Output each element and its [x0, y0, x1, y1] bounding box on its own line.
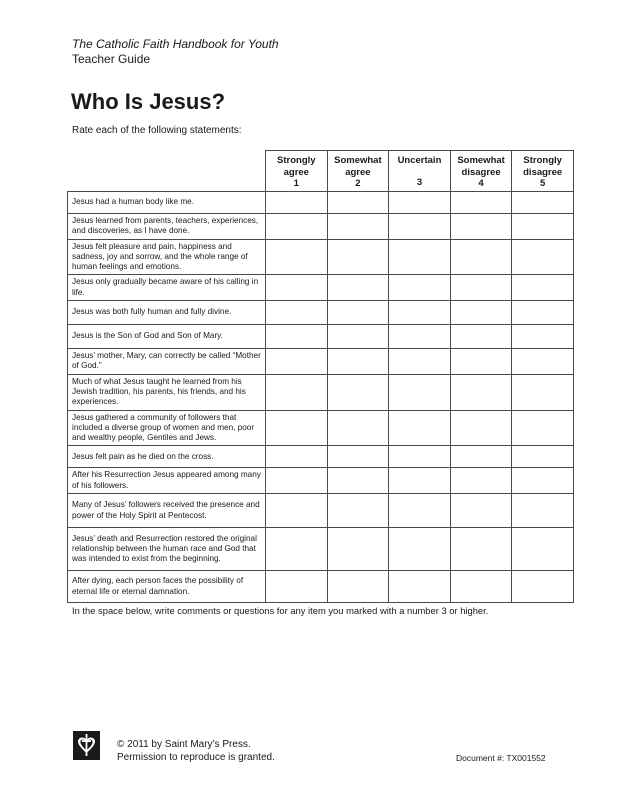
rating-cell[interactable] [266, 275, 328, 301]
rating-cell[interactable] [512, 214, 574, 240]
statement-text: Jesus learned from parents, teachers, experiences, and discoveries, as I have done. [68, 214, 266, 240]
statement-row [68, 494, 574, 528]
statement-row [68, 325, 574, 349]
scale-label: Uncertain [397, 155, 442, 166]
rating-cell[interactable] [450, 349, 512, 375]
rating-cell[interactable] [389, 468, 451, 494]
statement-row [68, 410, 574, 446]
rating-cell[interactable] [266, 571, 328, 603]
rating-cell[interactable] [266, 410, 328, 446]
rating-cell[interactable] [327, 468, 389, 494]
rating-cell[interactable] [266, 446, 328, 468]
rating-cell[interactable] [389, 410, 451, 446]
rating-cell[interactable] [450, 325, 512, 349]
scale-label: agree [345, 166, 371, 178]
rating-cell[interactable] [389, 571, 451, 603]
book-title: The Catholic Faith Handbook for Youth [72, 37, 279, 51]
rating-cell[interactable] [450, 571, 512, 603]
rating-cell[interactable] [450, 446, 512, 468]
scale-header-uncertain [389, 151, 451, 192]
scale-header-somewhat-agree [327, 151, 389, 192]
statement-rows [68, 192, 574, 603]
rating-cell[interactable] [512, 374, 574, 410]
scale-number: 4 [478, 178, 484, 189]
rating-table [67, 150, 574, 603]
rating-cell[interactable] [389, 494, 451, 528]
rating-cell[interactable] [266, 214, 328, 240]
instruction-text: Rate each of the following statements: [72, 125, 242, 136]
statement-row [68, 571, 574, 603]
rating-cell[interactable] [327, 349, 389, 375]
rating-cell[interactable] [512, 446, 574, 468]
rating-cell[interactable] [512, 239, 574, 275]
header-corner-cell [68, 151, 266, 192]
permission-text: Permission to reproduce is granted. [117, 752, 275, 763]
rating-cell[interactable] [450, 374, 512, 410]
rating-cell[interactable] [327, 214, 389, 240]
statement-row [68, 239, 574, 275]
rating-cell[interactable] [327, 571, 389, 603]
rating-cell[interactable] [266, 349, 328, 375]
statement-row [68, 214, 574, 240]
saint-marys-press-logo-icon [73, 731, 100, 760]
rating-cell[interactable] [327, 301, 389, 325]
rating-cell[interactable] [389, 446, 451, 468]
rating-cell[interactable] [327, 275, 389, 301]
statement-text: After dying, each person faces the possibility of eternal life or eternal damnation. [68, 571, 266, 603]
statement-row [68, 349, 574, 375]
rating-cell[interactable] [266, 528, 328, 571]
scale-label: Strongly [277, 155, 316, 166]
rating-cell[interactable] [266, 374, 328, 410]
rating-cell[interactable] [512, 192, 574, 214]
comment-prompt: In the space below, write comments or questions for any item you marked with a number 3 or higher. [72, 605, 489, 616]
rating-cell[interactable] [327, 374, 389, 410]
rating-cell[interactable] [450, 528, 512, 571]
page-title: Who Is Jesus? [71, 89, 226, 114]
rating-cell[interactable] [512, 275, 574, 301]
statement-row [68, 374, 574, 410]
statement-text: Many of Jesus’ followers received the presence and power of the Holy Spirit at Pentecost. [68, 494, 266, 528]
rating-cell[interactable] [450, 301, 512, 325]
copyright-text: © 2011 by Saint Mary’s Press. [117, 739, 251, 750]
rating-cell[interactable] [266, 325, 328, 349]
statement-text: Jesus felt pain as he died on the cross. [68, 446, 266, 468]
scale-number: 2 [355, 178, 361, 189]
statement-text: Jesus was both fully human and fully divine. [68, 301, 266, 325]
rating-cell[interactable] [450, 214, 512, 240]
scale-header-strongly-disagree [512, 151, 574, 192]
rating-cell[interactable] [389, 214, 451, 240]
scale-label: Somewhat [457, 155, 505, 166]
footer-copyright-block [117, 738, 275, 764]
rating-cell[interactable] [512, 528, 574, 571]
statement-row [68, 468, 574, 494]
statement-text: Jesus only gradually became aware of his calling in life. [68, 275, 266, 301]
rating-cell[interactable] [450, 239, 512, 275]
rating-cell[interactable] [512, 301, 574, 325]
rating-cell[interactable] [512, 571, 574, 603]
rating-cell[interactable] [389, 301, 451, 325]
scale-number: 5 [540, 178, 546, 189]
statement-row [68, 528, 574, 571]
rating-cell[interactable] [389, 192, 451, 214]
rating-cell[interactable] [450, 275, 512, 301]
statement-row [68, 275, 574, 301]
statement-text: Jesus’ mother, Mary, can correctly be called “Mother of God.” [68, 349, 266, 375]
rating-cell[interactable] [266, 301, 328, 325]
rating-cell[interactable] [266, 192, 328, 214]
statement-text: Jesus gathered a community of followers that included a diverse group of women and men, poor and wealthy people, Gentiles and Jews. [68, 410, 266, 446]
rating-cell[interactable] [512, 410, 574, 446]
page-header [72, 37, 279, 67]
scale-label: Somewhat [334, 155, 382, 166]
rating-cell[interactable] [450, 494, 512, 528]
statement-text: Jesus’ death and Resurrection restored the original relationship between the human race and God that was intended to exist from the beginning. [68, 528, 266, 571]
scale-number: 3 [416, 176, 423, 188]
rating-cell[interactable] [512, 349, 574, 375]
rating-cell[interactable] [389, 349, 451, 375]
scale-header-strongly-agree [266, 151, 328, 192]
rating-cell[interactable] [512, 468, 574, 494]
statement-row [68, 301, 574, 325]
scale-label: Strongly [523, 155, 562, 166]
guide-subtitle: Teacher Guide [72, 52, 151, 66]
scale-label: disagree [461, 166, 501, 178]
rating-cell[interactable] [327, 528, 389, 571]
statement-text: Much of what Jesus taught he learned from his Jewish tradition, his parents, his friends, and his experiences. [68, 374, 266, 410]
rating-cell[interactable] [389, 374, 451, 410]
rating-cell[interactable] [327, 192, 389, 214]
rating-cell[interactable] [389, 239, 451, 275]
rating-cell[interactable] [266, 468, 328, 494]
rating-cell[interactable] [327, 325, 389, 349]
rating-cell[interactable] [327, 239, 389, 275]
rating-cell[interactable] [512, 494, 574, 528]
scale-number: 1 [293, 178, 299, 189]
statement-row [68, 192, 574, 214]
scale-label: agree [283, 166, 309, 178]
rating-cell[interactable] [450, 468, 512, 494]
rating-cell[interactable] [327, 410, 389, 446]
rating-cell[interactable] [266, 494, 328, 528]
scale-label: disagree [523, 166, 563, 178]
statement-row [68, 446, 574, 468]
rating-cell[interactable] [450, 410, 512, 446]
statement-text: Jesus is the Son of God and Son of Mary. [68, 325, 266, 349]
rating-cell[interactable] [266, 239, 328, 275]
statement-text: After his Resurrection Jesus appeared among many of his followers. [68, 468, 266, 494]
rating-cell[interactable] [389, 275, 451, 301]
rating-cell[interactable] [327, 446, 389, 468]
scale-header-somewhat-disagree [450, 151, 512, 192]
rating-cell[interactable] [512, 325, 574, 349]
rating-cell[interactable] [389, 325, 451, 349]
rating-cell[interactable] [450, 192, 512, 214]
rating-cell[interactable] [327, 494, 389, 528]
rating-cell[interactable] [389, 528, 451, 571]
statement-text: Jesus felt pleasure and pain, happiness and sadness, joy and sorrow, and the whole range of human feelings and emotions. [68, 239, 266, 275]
document-number: Document #: TX001552 [456, 753, 546, 763]
statement-text: Jesus had a human body like me. [68, 192, 266, 214]
scale-header-row [68, 151, 574, 192]
